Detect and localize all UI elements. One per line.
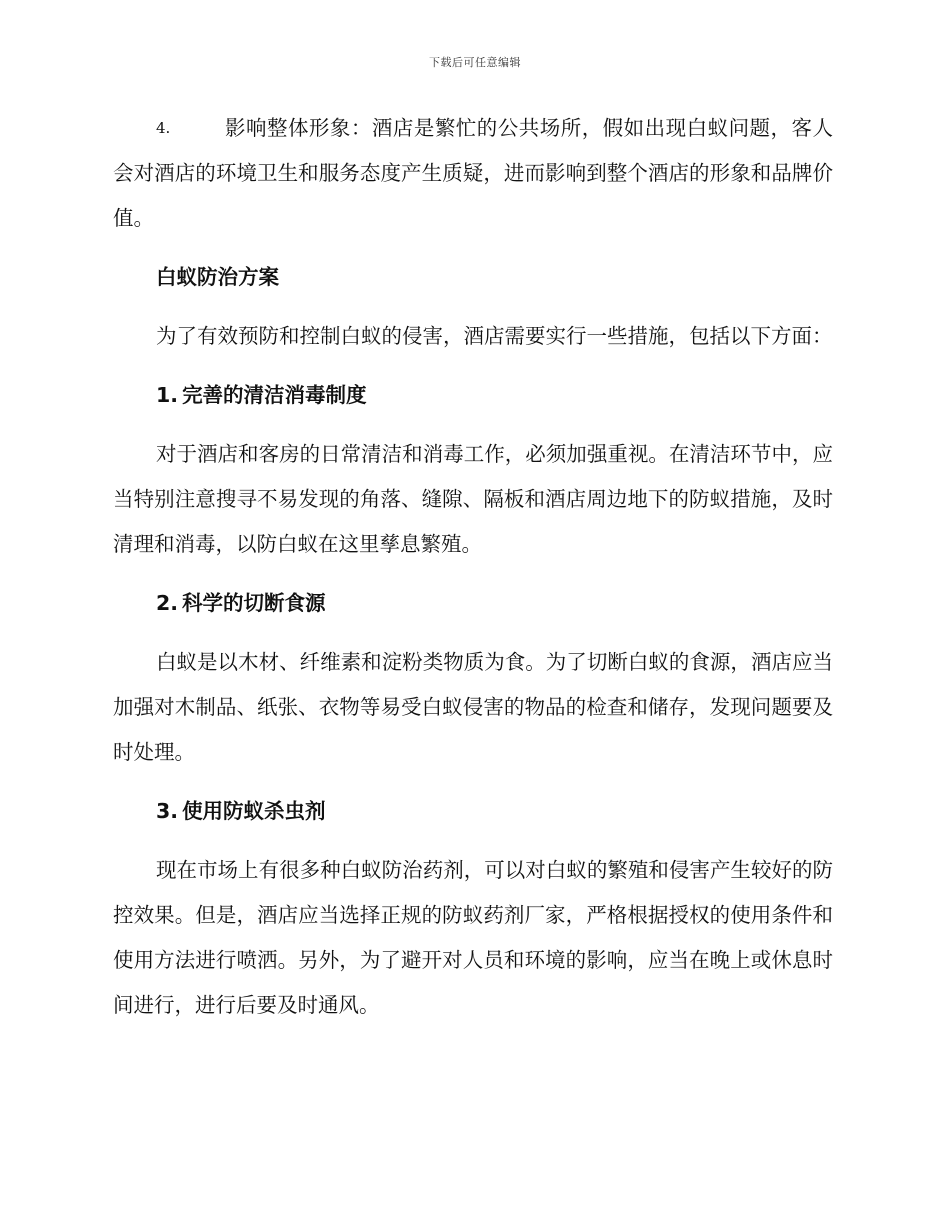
measure2-title: 科学的切断食源 (182, 591, 326, 615)
plan-intro-paragraph: 为了有效预防和控制白蚁的侵害，酒店需要实行一些措施，包括以下方面： (156, 324, 833, 348)
measure3-heading (113, 789, 833, 834)
measure3-paragraph: 现在市场上有很多种白蚁防治药剂，可以对白蚁的繁殖和侵害产生较好的防控效果。但是，酒店应当选择正规的防蚁药剂厂家，严格根据授权的使用条件和使用方法进行喷洒。另外，为了避开对人员和环境的影响，应当在晚上或休息时间进行，进行后要及时通风。 (113, 858, 833, 1017)
measure2-paragraph: 白蚁是以木材、纤维素和淀粉类物质为食。为了切断白蚁的食源，酒店应当加强对木制品、纸张、衣物等易受白蚁侵害的物品的检查和储存，发现问题要及时处理。 (113, 650, 833, 764)
measure3-title: 使用防蚁杀虫剂 (182, 799, 326, 823)
impact-item-text: 影响整体形象：酒店是繁忙的公共场所，假如出现白蚁问题，客人会对酒店的环境卫生和服务态度产生质疑，进而影响到整个酒店的形象和品牌价值。 (113, 116, 833, 230)
plan-heading: 白蚁防治方案 (156, 265, 279, 289)
measure1-number: 1. (156, 383, 179, 407)
measure1-paragraph: 对于酒店和客房的日常清洁和消毒工作，必须加强重视。在清洁环节中，应当特别注意搜寻不易发现的角落、缝隙、隔板和酒店周边地下的防蚁措施，及时清理和消毒，以防白蚁在这里孳息繁殖。 (113, 442, 833, 556)
header-note: 下载后可任意编辑 (429, 56, 521, 69)
measure2-number: 2. (156, 591, 179, 615)
measure3-number: 3. (156, 799, 179, 823)
document-body (113, 106, 833, 1042)
impact-item-paragraph (113, 106, 833, 241)
impact-item-number: 4. (156, 119, 171, 137)
measure2-heading (113, 581, 833, 626)
measure1-title: 完善的清洁消毒制度 (182, 383, 367, 407)
measure1-heading (113, 373, 833, 418)
